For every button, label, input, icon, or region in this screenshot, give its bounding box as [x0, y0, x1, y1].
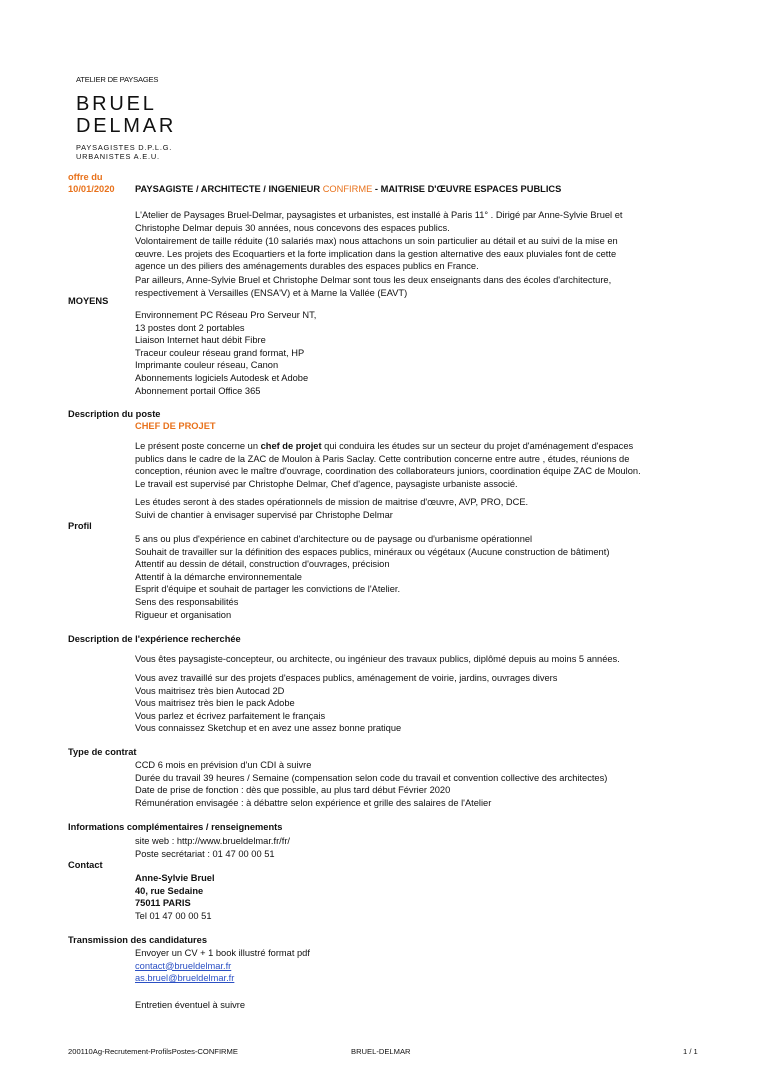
- email-link-asbruel[interactable]: as.bruel@brueldelmar.fr: [135, 973, 235, 984]
- offer-title-part2: - MAITRISE D'ŒUVRE ESPACES PUBLICS: [374, 184, 562, 194]
- list-item: Rigueur et organisation: [135, 609, 232, 620]
- contact-block: [135, 872, 645, 922]
- list-item: Abonnements logiciels Autodesk et Adobe: [135, 372, 309, 383]
- poste-paragraph-1: [135, 440, 645, 490]
- list-item: Attentif au dessin de détail, construction d'ouvrages, précision: [135, 559, 390, 570]
- footer-filename: 200110Ag-Recrutement-ProfilsPostes-CONFIRME: [68, 1047, 238, 1056]
- list-item: Attentif à la démarche environnementale: [135, 571, 302, 582]
- contact-heading: Contact: [68, 860, 103, 870]
- offer-title-highlight: CONFIRME: [322, 184, 373, 194]
- email-link-contact[interactable]: contact@brueldelmar.fr: [135, 960, 232, 971]
- list-item: Vous maitrisez très bien Autocad 2D: [135, 685, 285, 696]
- moyens-list: [135, 309, 645, 397]
- infos-heading: Informations complémentaires / renseignements: [68, 822, 283, 832]
- profil-heading: Profil: [68, 521, 92, 531]
- list-item: Rémunération envisagée : à débattre selon expérience et grille des salaires de l'Atelier: [135, 797, 492, 808]
- intro-paragraph-3: Par ailleurs, Anne-Sylvie Bruel et Christophe Delmar sont tous les deux enseignants dans des écoles d'architecture, respectivement à Versailles (ENSA'V) et à Marne la Vallée (EAVT): [135, 274, 612, 298]
- poste-heading: Description du poste: [68, 409, 161, 419]
- transmission-send: Envoyer un CV + 1 book illustré format pdf: [135, 948, 310, 958]
- list-item: Traceur couleur réseau grand format, HP: [135, 347, 305, 358]
- list-item: 13 postes dont 2 portables: [135, 322, 245, 333]
- infos-phone: Poste secrétariat : 01 47 00 00 51: [135, 848, 275, 859]
- logo-sub-line2: URBANISTES A.E.U.: [76, 152, 160, 161]
- contact-city: 75011 PARIS: [135, 898, 191, 909]
- experience-list: [135, 672, 645, 735]
- intro-section: [135, 209, 645, 299]
- footer-company: BRUEL-DELMAR: [351, 1047, 411, 1056]
- list-item: Vous connaissez Sketchup et en avez une assez bonne pratique: [135, 723, 402, 734]
- contact-name: Anne-Sylvie Bruel: [135, 873, 215, 883]
- list-item: Imprimante couleur réseau, Canon: [135, 360, 279, 371]
- poste-p1-end: qui conduira les études sur un secteur du projet d'aménagement d'espaces publics dans le cadre de la ZAC de Moulon à Paris Saclay. Cette contribution concerne entre autre , études, réunions de conception, réunion avec le maître d'ouvrage, coordination des collaborateurs juniors, coordination équipe ZAC de Moulon. Le travail est supervisé par Christophe Delmar, Chef d'agence, paysagiste urbaniste associé.: [135, 441, 641, 489]
- experience-lead: Vous êtes paysagiste-concepteur, ou architecte, ou ingénieur des travaux publics, diplômé depuis au moins 5 années.: [135, 654, 620, 664]
- list-item: Environnement PC Réseau Pro Serveur NT,: [135, 310, 317, 320]
- contact-street: 40, rue Sedaine: [135, 885, 204, 896]
- infos-site: site web : http://www.brueldelmar.fr/fr/: [135, 836, 291, 846]
- transmission-followup: Entretien éventuel à suivre: [135, 1000, 246, 1010]
- intro-paragraph-2: Volontairement de taille réduite (10 salariés max) nous attachons un soin particulier au détail et au suivi de la mise en œuvre. Les projets des Ecoquartiers et la forte implication dans la gestion alternative des eaux pluviales font de cette agence un des piliers des aménagements durables des espaces publics en France.: [135, 236, 618, 272]
- list-item: CCD 6 mois en prévision d'un CDI à suivre: [135, 760, 312, 770]
- logo-name-line2: DELMAR: [76, 115, 177, 137]
- moyens-heading: MOYENS: [68, 296, 109, 306]
- offer-title-part1: PAYSAGISTE / ARCHITECTE / INGENIEUR: [135, 184, 321, 194]
- poste-p1-start: Le présent poste concerne un: [135, 441, 261, 451]
- profil-list: [135, 533, 645, 621]
- poste-subtitle: CHEF DE PROJET: [135, 421, 216, 431]
- offer-label: offre du: [68, 172, 103, 182]
- contrat-list: [135, 759, 645, 809]
- logo-atelier-text: ATELIER DE PAYSAGES: [76, 75, 159, 84]
- list-item: Souhait de travailler sur la définition des espaces publics, minéraux ou végétaux (Aucune construction de bâtiment): [135, 546, 610, 557]
- list-item: Liaison Internet haut débit Fibre: [135, 335, 266, 346]
- logo-sub-line1: PAYSAGISTES D.P.L.G.: [76, 143, 173, 152]
- poste-description: [135, 440, 645, 490]
- footer-page-number: 1 / 1: [683, 1047, 698, 1056]
- experience-heading: Description de l'expérience recherchée: [68, 634, 241, 644]
- list-item: Vous maitrisez très bien le pack Adobe: [135, 698, 295, 709]
- transmission-heading: Transmission des candidatures: [68, 935, 207, 945]
- list-item: Vous parlez et écrivez parfaitement le français: [135, 710, 326, 721]
- infos-list: [135, 835, 645, 860]
- list-item: Durée du travail 39 heures / Semaine (compensation selon code du travail et convention collective des architectes): [135, 772, 608, 783]
- list-item: Esprit d'équipe et souhait de partager les convictions de l'Atelier.: [135, 584, 401, 595]
- list-item: Sens des responsabilités: [135, 596, 239, 607]
- offer-date: 10/01/2020: [68, 184, 115, 194]
- list-item: Abonnement portail Office 365: [135, 385, 261, 396]
- list-item: Date de prise de fonction : dès que possible, au plus tard début Février 2020: [135, 785, 451, 796]
- poste-stages: [135, 496, 645, 521]
- contrat-heading: Type de contrat: [68, 747, 137, 757]
- poste-p1-bold: chef de projet: [260, 441, 322, 451]
- poste-stage-line-1: Les études seront à des stades opérationnels de mission de maitrise d'œuvre, AVP, PRO, DCE.: [135, 497, 529, 507]
- logo-name-line1: BRUEL: [76, 93, 157, 115]
- transmission-block: [135, 947, 645, 985]
- poste-stage-line-2: Suivi de chantier à envisager supervisé par Christophe Delmar: [135, 509, 393, 520]
- offer-title: [135, 184, 561, 194]
- contact-tel: Tel 01 47 00 00 51: [135, 910, 212, 921]
- list-item: Vous avez travaillé sur des projets d'espaces publics, aménagement de voirie, jardins, ouvrages divers: [135, 673, 558, 683]
- list-item: 5 ans ou plus d'expérience en cabinet d'architecture ou de paysage ou d'urbanisme opérationnel: [135, 534, 533, 544]
- intro-paragraph-1: L'Atelier de Paysages Bruel-Delmar, paysagistes et urbanistes, est installé à Paris 11° . Dirigé par Anne-Sylvie Bruel et Christophe Delmar depuis 30 années, nous concevons des espaces publics.: [135, 210, 623, 233]
